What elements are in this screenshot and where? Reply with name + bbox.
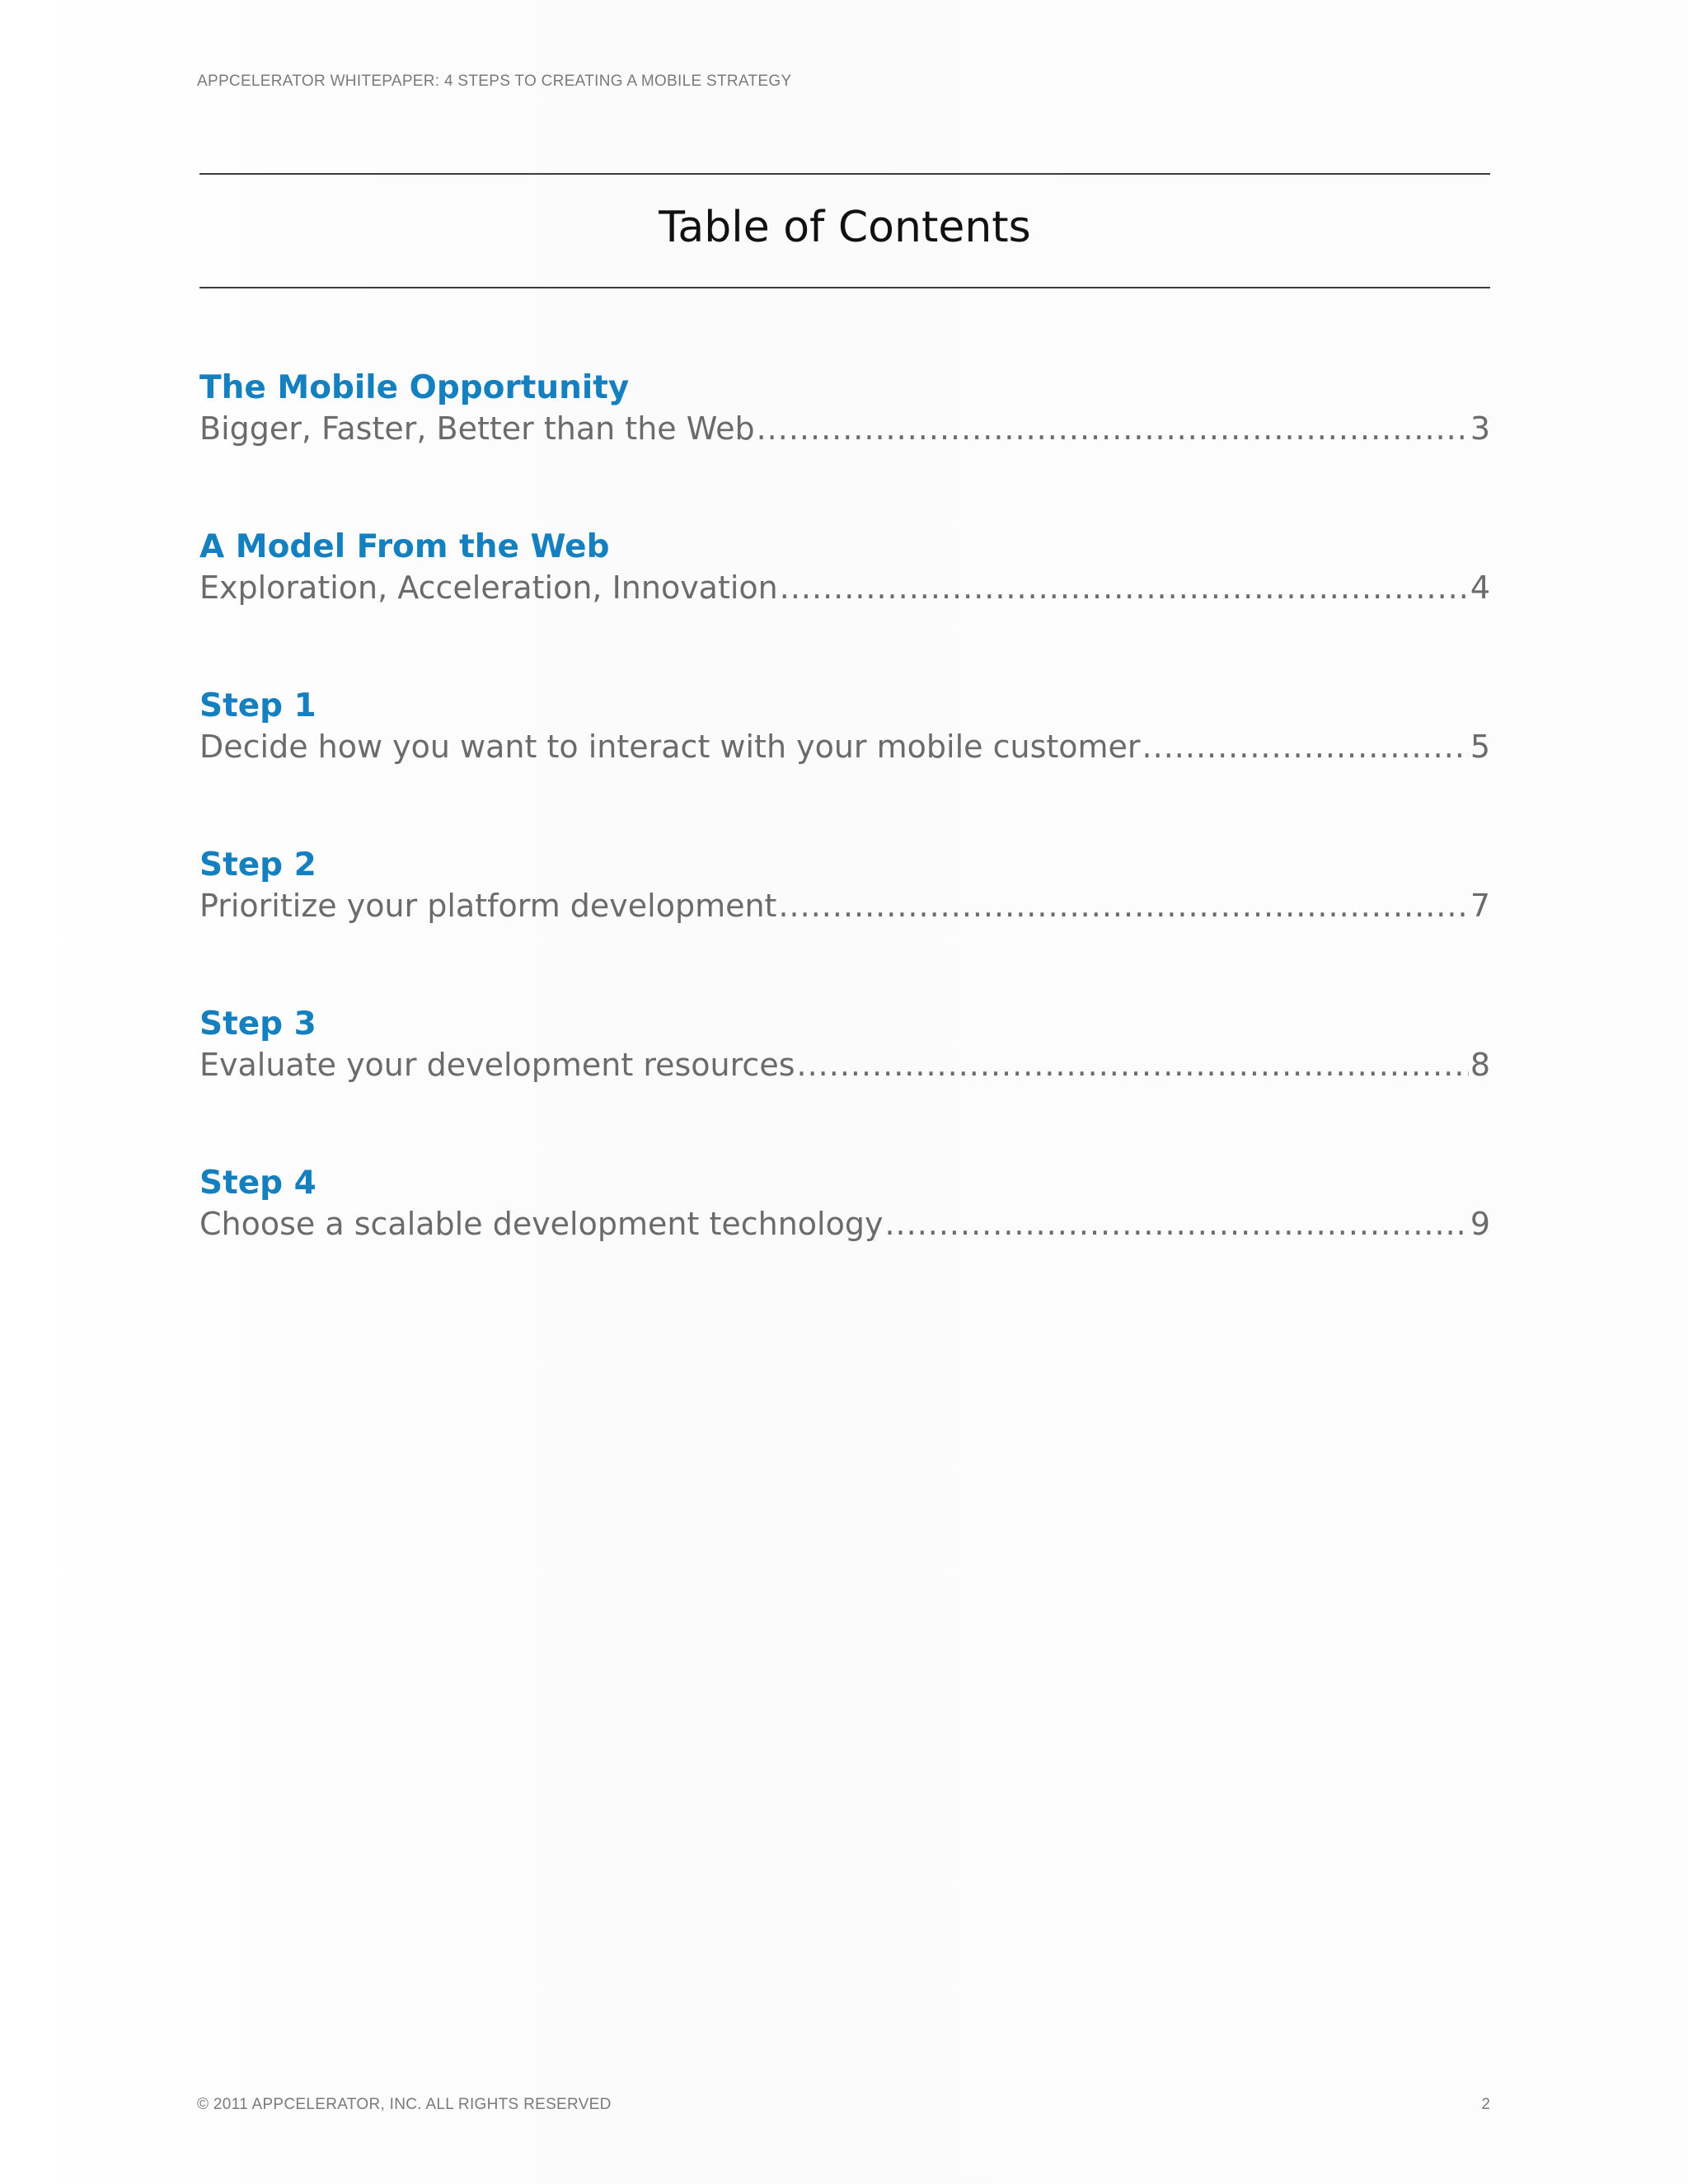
toc-entry-heading[interactable]: The Mobile Opportunity — [199, 369, 630, 406]
toc-entry-text: Choose a scalable development technology — [199, 1206, 884, 1242]
dot-leader — [780, 568, 1469, 607]
toc-entry-text: Evaluate your development resources — [199, 1047, 795, 1083]
toc-entry-page: 9 — [1470, 1206, 1490, 1242]
dot-leader — [757, 409, 1469, 448]
toc-entry-page: 3 — [1470, 410, 1490, 447]
toc-entry-step-3[interactable] — [199, 1004, 1490, 1163]
toc-entry-page: 7 — [1470, 888, 1490, 924]
toc-entry-line[interactable] — [199, 1045, 1490, 1085]
toc-list — [199, 368, 1490, 1322]
dot-leader — [1142, 727, 1469, 766]
toc-entry-page: 4 — [1470, 569, 1490, 606]
dot-leader — [884, 1204, 1468, 1244]
toc-entry-line[interactable] — [199, 409, 1490, 448]
toc-entry-model-from-web[interactable] — [199, 527, 1490, 686]
toc-entry-heading[interactable]: Step 1 — [199, 687, 316, 724]
toc-entry-text: Prioritize your platform development — [199, 888, 777, 924]
toc-entry-step-4[interactable] — [199, 1163, 1490, 1322]
title-top-rule — [199, 173, 1490, 175]
toc-entry-text: Exploration, Acceleration, Innovation — [199, 569, 778, 606]
toc-entry-step-2[interactable] — [199, 845, 1490, 1004]
toc-entry-text: Bigger, Faster, Better than the Web — [199, 410, 755, 447]
title-bottom-rule — [199, 287, 1490, 288]
dot-leader — [797, 1045, 1469, 1085]
dot-leader — [778, 886, 1468, 926]
toc-entry-line[interactable] — [199, 1204, 1490, 1244]
toc-entry-text: Decide how you want to interact with your mobile customer — [199, 729, 1141, 765]
toc-entry-heading[interactable]: Step 3 — [199, 1005, 316, 1043]
toc-entry-heading[interactable]: Step 2 — [199, 846, 316, 883]
toc-entry-line[interactable] — [199, 886, 1490, 926]
toc-entry-line[interactable] — [199, 727, 1490, 766]
toc-entry-heading[interactable]: Step 4 — [199, 1165, 316, 1202]
toc-entry-mobile-opportunity[interactable] — [199, 368, 1490, 527]
page-title: Table of Contents — [659, 203, 1031, 252]
toc-entry-line[interactable] — [199, 568, 1490, 607]
footer-page-number: 2 — [1481, 2096, 1490, 2113]
running-header: APPCELERATOR WHITEPAPER: 4 STEPS TO CREATING A MOBILE STRATEGY — [197, 73, 792, 90]
footer-copyright: © 2011 APPCELERATOR, INC. ALL RIGHTS RESERVED — [197, 2096, 612, 2113]
toc-entry-page: 8 — [1470, 1047, 1490, 1083]
toc-entry-page: 5 — [1470, 729, 1490, 765]
toc-entry-step-1[interactable] — [199, 686, 1490, 845]
toc-entry-heading[interactable]: A Model From the Web — [199, 528, 610, 565]
